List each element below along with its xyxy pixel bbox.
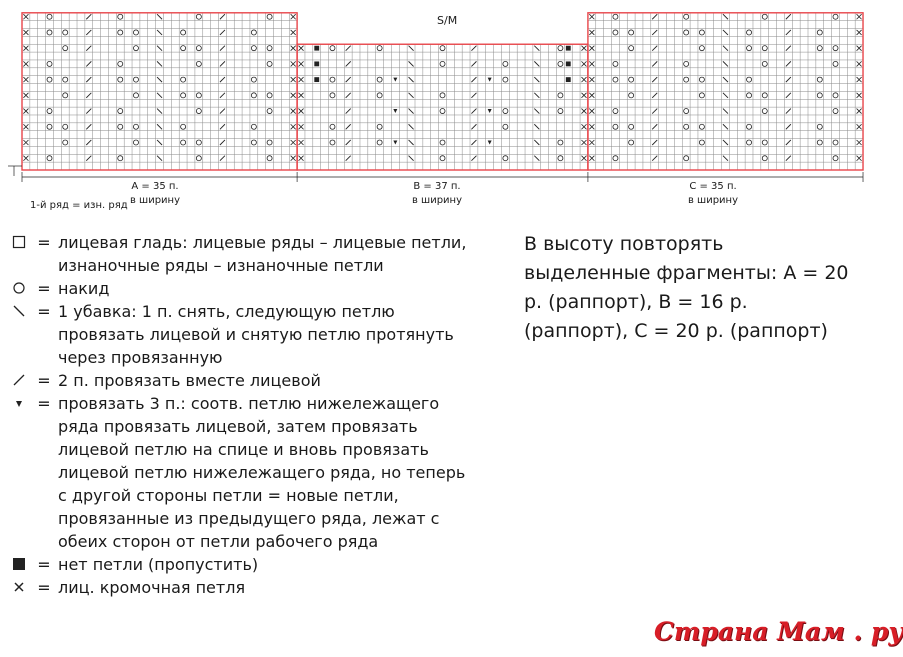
ssk-mark <box>157 124 162 129</box>
yarn-over-mark <box>833 93 838 98</box>
yarn-over-mark <box>762 61 767 66</box>
backslash-icon <box>8 300 30 369</box>
yarn-over-mark <box>63 30 68 35</box>
k2tog-mark <box>86 124 91 129</box>
yarn-over-mark <box>817 46 822 51</box>
yarn-over-mark <box>629 140 634 145</box>
k2tog-mark <box>346 93 351 98</box>
ssk-mark <box>534 77 539 82</box>
yarn-over-mark <box>762 109 767 114</box>
yarn-over-mark <box>762 46 767 51</box>
k2tog-mark <box>652 46 657 51</box>
yarn-over-mark <box>118 14 123 19</box>
legend-equals: = <box>37 394 51 413</box>
k2tog-mark <box>471 77 476 82</box>
yarn-over-mark <box>133 46 138 51</box>
yarn-over-mark <box>613 61 618 66</box>
yarn-over-mark <box>833 14 838 19</box>
yarn-over-mark <box>251 124 256 129</box>
triple-stitch-mark <box>393 140 397 144</box>
no-stitch-mark <box>314 46 319 51</box>
yarn-over-mark <box>440 109 445 114</box>
no-stitch-mark <box>314 61 319 66</box>
watermark-logo: Страна Мам . ру <box>654 617 903 646</box>
yarn-over-mark <box>440 46 445 51</box>
yarn-over-mark <box>251 93 256 98</box>
yarn-over-mark <box>503 124 508 129</box>
yarn-over-mark <box>63 46 68 51</box>
yarn-over-mark <box>133 93 138 98</box>
legend-item <box>8 553 478 576</box>
yarn-over-mark <box>684 14 689 19</box>
k2tog-mark <box>220 156 225 161</box>
legend-equals: = <box>37 555 51 574</box>
yarn-over-mark <box>699 46 704 51</box>
yarn-over-mark <box>47 77 52 82</box>
yarn-over-mark <box>558 156 563 161</box>
yarn-over-mark <box>747 46 752 51</box>
legend-equals: = <box>37 578 51 597</box>
yarn-over-mark <box>699 124 704 129</box>
triple-stitch-mark <box>488 78 492 82</box>
legend-text: лицевая гладь: лицевые ряды – лицевые петли, изнаночные ряды – изнаночные петли <box>58 233 467 275</box>
yarn-over-mark <box>377 46 382 51</box>
yarn-over-mark <box>181 140 186 145</box>
yarn-over-mark <box>267 140 272 145</box>
legend-item <box>8 369 478 392</box>
yarn-over-mark <box>181 30 186 35</box>
yarn-over-mark <box>196 109 201 114</box>
k2tog-mark <box>346 46 351 51</box>
k2tog-mark <box>346 140 351 145</box>
yarn-over-mark <box>613 156 618 161</box>
yarn-over-mark <box>133 77 138 82</box>
yarn-over-mark <box>684 30 689 35</box>
ssk-mark <box>723 61 728 66</box>
ssk-mark <box>409 156 414 161</box>
yarn-over-mark <box>196 46 201 51</box>
yarn-over-mark <box>684 77 689 82</box>
yarn-over-mark <box>762 93 767 98</box>
k2tog-mark <box>86 77 91 82</box>
yarn-over-mark <box>196 93 201 98</box>
k2tog-mark <box>471 109 476 114</box>
triple-stitch-mark <box>393 78 397 82</box>
k2tog-mark <box>346 109 351 114</box>
yarn-over-mark <box>181 93 186 98</box>
yarn-over-mark <box>747 77 752 82</box>
yarn-over-mark <box>613 124 618 129</box>
yarn-over-mark <box>613 77 618 82</box>
legend-text: 2 п. провязать вместе лицевой <box>58 371 321 390</box>
yarn-over-mark <box>558 93 563 98</box>
k2tog-mark <box>786 109 791 114</box>
ssk-mark <box>157 140 162 145</box>
yarn-over-mark <box>251 46 256 51</box>
yarn-over-mark <box>817 93 822 98</box>
yarn-over-mark <box>377 140 382 145</box>
yarn-over-mark <box>817 77 822 82</box>
yarn-over-mark <box>762 14 767 19</box>
yarn-over-mark <box>63 77 68 82</box>
yarn-over-mark <box>699 77 704 82</box>
ssk-mark <box>534 124 539 129</box>
yarn-over-mark <box>118 109 123 114</box>
yarn-over-mark <box>629 30 634 35</box>
section-a-sub: в ширину <box>129 195 181 206</box>
yarn-over-mark <box>613 30 618 35</box>
triple-stitch-mark <box>393 109 397 113</box>
yarn-over-mark <box>118 124 123 129</box>
ssk-mark <box>723 124 728 129</box>
yarn-over-mark <box>558 140 563 145</box>
ssk-mark <box>723 46 728 51</box>
yarn-over-mark <box>118 30 123 35</box>
no-stitch-mark <box>566 46 571 51</box>
legend-item <box>8 576 478 599</box>
yarn-over-mark <box>762 156 767 161</box>
k2tog-mark <box>471 46 476 51</box>
yarn-over-mark <box>503 61 508 66</box>
k2tog-mark <box>220 61 225 66</box>
triangle-down-icon <box>8 392 30 553</box>
k2tog-mark <box>652 140 657 145</box>
section-b-sub: в ширину <box>411 195 463 206</box>
yarn-over-mark <box>684 109 689 114</box>
k2tog-mark <box>652 93 657 98</box>
k2tog-mark <box>652 61 657 66</box>
legend-equals: = <box>37 279 51 298</box>
yarn-over-mark <box>47 30 52 35</box>
yarn-over-mark <box>377 93 382 98</box>
k2tog-mark <box>220 30 225 35</box>
k2tog-mark <box>786 30 791 35</box>
yarn-over-mark <box>377 124 382 129</box>
yarn-over-mark <box>267 14 272 19</box>
yarn-over-mark <box>196 61 201 66</box>
empty-square-icon <box>8 231 30 277</box>
yarn-over-mark <box>503 77 508 82</box>
k2tog-mark <box>652 14 657 19</box>
k2tog-mark <box>220 14 225 19</box>
slash-icon <box>8 369 30 392</box>
ssk-mark <box>409 140 414 145</box>
yarn-over-mark <box>833 156 838 161</box>
k2tog-mark <box>786 46 791 51</box>
yarn-over-mark <box>267 156 272 161</box>
k2tog-mark <box>652 30 657 35</box>
yarn-over-mark <box>47 156 52 161</box>
ssk-mark <box>534 109 539 114</box>
k2tog-mark <box>220 93 225 98</box>
ssk-mark <box>157 77 162 82</box>
yarn-over-mark <box>47 61 52 66</box>
k2tog-mark <box>220 46 225 51</box>
yarn-over-mark <box>330 140 335 145</box>
ssk-mark <box>409 46 414 51</box>
k2tog-mark <box>786 156 791 161</box>
k2tog-mark <box>220 109 225 114</box>
no-stitch-mark <box>566 77 571 82</box>
section-b-label <box>392 180 482 208</box>
k2tog-mark <box>471 124 476 129</box>
size-label: S/M <box>437 14 458 27</box>
yarn-over-mark <box>699 140 704 145</box>
k2tog-mark <box>471 156 476 161</box>
k2tog-mark <box>86 30 91 35</box>
yarn-over-mark <box>747 124 752 129</box>
ssk-mark <box>157 109 162 114</box>
yarn-over-mark <box>817 124 822 129</box>
yarn-over-mark <box>833 109 838 114</box>
yarn-over-mark <box>747 93 752 98</box>
legend-text: нет петли (пропустить) <box>58 555 259 574</box>
yarn-over-mark <box>558 61 563 66</box>
yarn-over-mark <box>181 77 186 82</box>
yarn-over-mark <box>63 93 68 98</box>
ssk-mark <box>723 140 728 145</box>
ssk-mark <box>157 93 162 98</box>
ssk-mark <box>723 109 728 114</box>
yarn-over-mark <box>747 30 752 35</box>
filled-square-icon <box>8 553 30 576</box>
yarn-over-mark <box>133 30 138 35</box>
section-c-sub: в ширину <box>687 195 739 206</box>
row-note: 1-й ряд = изн. ряд <box>30 200 128 211</box>
k2tog-mark <box>86 14 91 19</box>
legend-equals: = <box>37 302 51 321</box>
yarn-over-mark <box>118 156 123 161</box>
k2tog-mark <box>346 77 351 82</box>
k2tog-mark <box>86 93 91 98</box>
ssk-mark <box>157 46 162 51</box>
yarn-over-mark <box>440 61 445 66</box>
yarn-over-mark <box>440 140 445 145</box>
legend-text: лиц. кромочная петля <box>58 578 246 597</box>
section-b-count: B = 37 п. <box>413 181 461 192</box>
yarn-over-mark <box>251 140 256 145</box>
ssk-mark <box>409 93 414 98</box>
legend-text: 1 убавка: 1 п. снять, следующую петлю провязать лицевой и снятую петлю протянуть через провязанную <box>58 302 454 367</box>
yarn-over-mark <box>196 140 201 145</box>
yarn-over-mark <box>47 14 52 19</box>
repeat-note: В высоту повторять выделенные фрагменты: A = 20 р. (раппорт), B = 16 р. (раппорт), C = 20 р. (раппорт) <box>524 233 849 342</box>
yarn-over-mark <box>833 46 838 51</box>
yarn-over-mark <box>440 156 445 161</box>
yarn-over-mark <box>251 77 256 82</box>
yarn-over-mark <box>503 156 508 161</box>
ssk-mark <box>409 61 414 66</box>
ssk-mark <box>534 140 539 145</box>
k2tog-mark <box>346 61 351 66</box>
k2tog-mark <box>86 109 91 114</box>
yarn-over-mark <box>684 156 689 161</box>
k2tog-mark <box>471 93 476 98</box>
yarn-over-mark <box>133 140 138 145</box>
cross-icon <box>8 576 30 599</box>
legend-item <box>8 392 478 553</box>
ssk-mark <box>723 77 728 82</box>
ssk-mark <box>409 77 414 82</box>
ssk-mark <box>723 14 728 19</box>
yarn-over-mark <box>833 140 838 145</box>
legend-item <box>8 277 478 300</box>
ssk-mark <box>157 156 162 161</box>
circle-icon <box>8 277 30 300</box>
yarn-over-mark <box>684 61 689 66</box>
ssk-mark <box>157 14 162 19</box>
yarn-over-mark <box>558 109 563 114</box>
legend-item <box>8 231 478 277</box>
yarn-over-mark <box>330 124 335 129</box>
yarn-over-mark <box>196 14 201 19</box>
yarn-over-mark <box>196 156 201 161</box>
k2tog-mark <box>652 156 657 161</box>
yarn-over-mark <box>267 93 272 98</box>
section-c-label <box>668 180 758 208</box>
yarn-over-mark <box>629 93 634 98</box>
yarn-over-mark <box>440 93 445 98</box>
yarn-over-mark <box>330 46 335 51</box>
legend-text: накид <box>58 279 110 298</box>
no-stitch-mark <box>566 61 571 66</box>
yarn-over-mark <box>833 61 838 66</box>
ssk-mark <box>723 30 728 35</box>
yarn-over-mark <box>267 109 272 114</box>
ssk-mark <box>409 124 414 129</box>
legend-equals: = <box>37 371 51 390</box>
yarn-over-mark <box>684 124 689 129</box>
section-a-count: A = 35 п. <box>131 181 179 192</box>
yarn-over-mark <box>817 30 822 35</box>
yarn-over-mark <box>699 93 704 98</box>
ssk-mark <box>157 30 162 35</box>
yarn-over-mark <box>118 77 123 82</box>
yarn-over-mark <box>377 77 382 82</box>
yarn-over-mark <box>267 46 272 51</box>
k2tog-mark <box>86 46 91 51</box>
yarn-over-mark <box>118 61 123 66</box>
yarn-over-mark <box>503 109 508 114</box>
yarn-over-mark <box>629 77 634 82</box>
yarn-over-mark <box>747 140 752 145</box>
k2tog-mark <box>86 61 91 66</box>
k2tog-mark <box>346 156 351 161</box>
k2tog-mark <box>346 124 351 129</box>
yarn-over-mark <box>613 14 618 19</box>
section-c-count: C = 35 п. <box>689 181 737 192</box>
ssk-mark <box>534 156 539 161</box>
yarn-over-mark <box>629 46 634 51</box>
legend-equals: = <box>37 233 51 252</box>
k2tog-mark <box>86 140 91 145</box>
yarn-over-mark <box>251 30 256 35</box>
k2tog-mark <box>220 124 225 129</box>
yarn-over-mark <box>558 46 563 51</box>
yarn-over-mark <box>63 140 68 145</box>
yarn-over-mark <box>47 124 52 129</box>
k2tog-mark <box>220 77 225 82</box>
k2tog-mark <box>220 140 225 145</box>
k2tog-mark <box>652 109 657 114</box>
legend-text: провязать 3 п.: соотв. петлю нижележащего ряда провязать лицевой, затем провязать лицевой петлю на спице и вновь провязать лицевой петлю нижележащего ряда, но теперь с другой стороны петли = новые петли, провязанные из предыдущего ряда, лежат с обеих сторон от петли рабочего ряда <box>58 394 466 551</box>
ssk-mark <box>723 93 728 98</box>
yarn-over-mark <box>817 140 822 145</box>
k2tog-mark <box>786 61 791 66</box>
yarn-over-mark <box>629 124 634 129</box>
k2tog-mark <box>471 61 476 66</box>
triple-stitch-mark <box>488 109 492 113</box>
k2tog-mark <box>652 77 657 82</box>
ssk-mark <box>534 46 539 51</box>
yarn-over-mark <box>762 140 767 145</box>
yarn-over-mark <box>330 93 335 98</box>
ssk-mark <box>723 156 728 161</box>
yarn-over-mark <box>613 109 618 114</box>
ssk-mark <box>409 109 414 114</box>
ssk-mark <box>157 61 162 66</box>
k2tog-mark <box>786 14 791 19</box>
yarn-over-mark <box>267 61 272 66</box>
yarn-over-mark <box>330 77 335 82</box>
yarn-over-mark <box>133 124 138 129</box>
ssk-mark <box>534 93 539 98</box>
k2tog-mark <box>786 124 791 129</box>
k2tog-mark <box>786 93 791 98</box>
k2tog-mark <box>471 140 476 145</box>
k2tog-mark <box>86 156 91 161</box>
legend-item <box>8 300 478 369</box>
yarn-over-mark <box>699 30 704 35</box>
triple-stitch-mark <box>488 140 492 144</box>
ssk-mark <box>534 61 539 66</box>
k2tog-mark <box>786 77 791 82</box>
yarn-over-mark <box>181 124 186 129</box>
k2tog-mark <box>652 124 657 129</box>
yarn-over-mark <box>63 124 68 129</box>
k2tog-mark <box>786 140 791 145</box>
legend <box>8 231 478 599</box>
no-stitch-mark <box>314 77 319 82</box>
yarn-over-mark <box>47 109 52 114</box>
yarn-over-mark <box>181 46 186 51</box>
